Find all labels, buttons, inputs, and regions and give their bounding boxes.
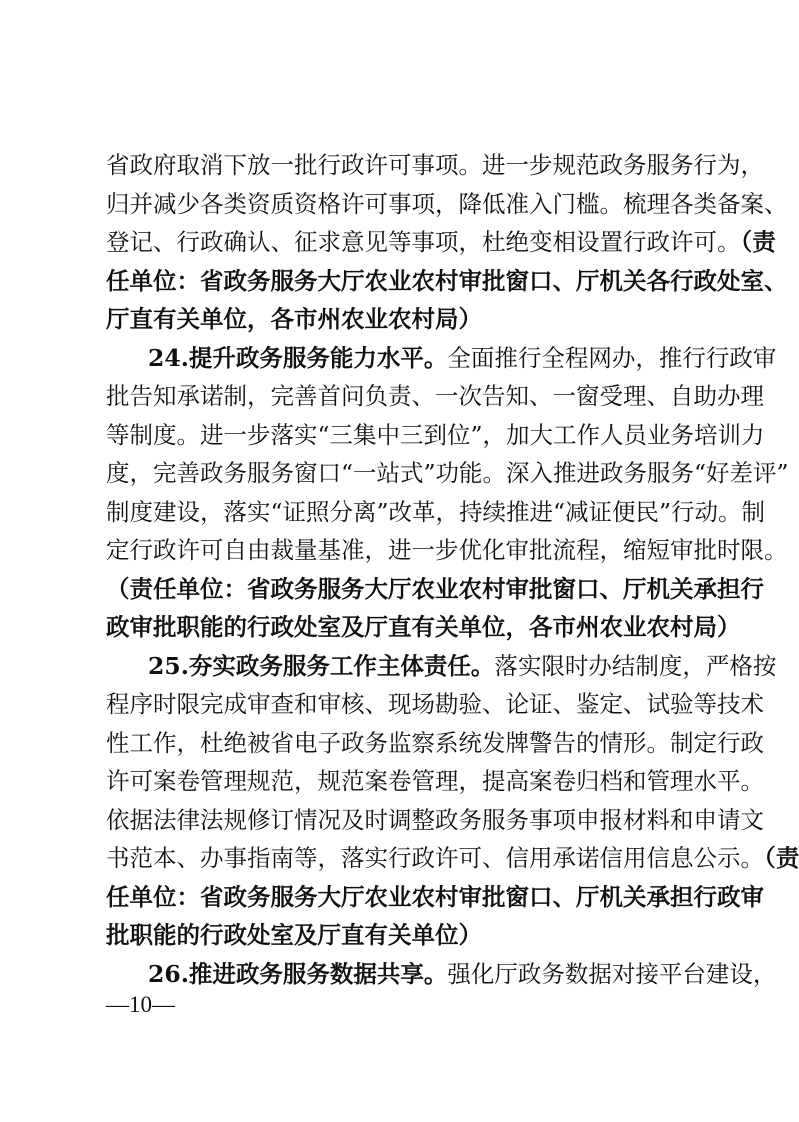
text-line: [106, 185, 788, 224]
text-line: [106, 570, 764, 609]
bold-text: （责: [764, 844, 799, 872]
bold-text: 任单位：省政务服务大厅农业农村审批窗口、厅机关承担行政审: [106, 882, 764, 911]
text-line: [106, 339, 777, 378]
text-line: [106, 916, 700, 955]
body-text: 强化厅政务数据对接平台建设，: [447, 959, 777, 988]
document-body: [106, 146, 799, 993]
text-line: [106, 531, 788, 570]
text-line: [106, 839, 799, 878]
bold-text: 厅直有关单位，各市州农业农村局）: [106, 305, 482, 333]
bold-text: 25.夯实政务服务工作主体责任。: [148, 651, 495, 680]
text-line: [106, 493, 766, 532]
text-line: [106, 762, 764, 801]
text-line: [106, 608, 741, 647]
paragraph: [106, 146, 788, 339]
bold-text: 批职能的行政处室及厅直有关单位）: [106, 921, 482, 949]
paragraph: [106, 955, 777, 994]
bold-text: （责任单位：省政务服务大厅农业农村审批窗口、厅机关承担行: [106, 574, 764, 603]
body-text: 落实限时办结制度，严格按: [494, 651, 777, 680]
text-line: [106, 416, 765, 455]
body-text: 定行政许可自由裁量基准，进一步优化审批流程，缩短审批时限。: [106, 536, 788, 564]
body-text: 程序时限完成审查和审核、现场勘验、论证、鉴定、试验等技术: [106, 690, 764, 718]
bold-text: 24.提升政务服务能力水平。: [148, 343, 448, 372]
text-line: [106, 685, 764, 724]
text-line: [106, 146, 764, 185]
body-text: 全面推行全程网办，推行行政审: [447, 343, 777, 372]
text-line: [106, 801, 764, 840]
bold-text: （责: [740, 228, 776, 256]
body-text: 归并减少各类资质资格许可事项，降低准入门槛。梳理各类备案、: [106, 189, 788, 218]
text-line: [106, 647, 777, 686]
page-number: —10—: [106, 992, 175, 1017]
body-text: 制度建设，落实“证照分离”改革，持续推进“减证便民”行动。制: [106, 497, 766, 526]
body-text: 书范本、办事指南等，落实行政许可、信用承诺信用信息公示。: [106, 844, 764, 872]
text-line: [106, 454, 789, 493]
text-line: [106, 300, 700, 339]
paragraph: [106, 339, 789, 647]
body-text: 省政府取消下放一批行政许可事项。进一步规范政务服务行为，: [106, 151, 764, 179]
body-text: 依据法律法规修订情况及时调整政务服务事项申报材料和申请文: [106, 805, 764, 834]
text-line: [106, 955, 777, 994]
body-text: 登记、行政确认、征求意见等事项，杜绝变相设置行政许可。: [106, 228, 741, 256]
body-text: 等制度。进一步落实“三集中三到位”，加大工作人员业务培训力: [106, 420, 765, 449]
bold-text: 26.推进政务服务数据共享。: [148, 959, 448, 988]
body-text: 批告知承诺制，完善首问负责、一次告知、一窗受理、自助办理: [106, 382, 764, 410]
body-text: 度，完善政务服务窗口“一站式”功能。深入推进政务服务“好差评”: [106, 459, 789, 487]
body-text: 许可案卷管理规范，规范案卷管理，提高案卷归档和管理水平。: [106, 767, 764, 795]
text-line: [106, 223, 776, 262]
text-line: [106, 724, 764, 763]
body-text: 性工作，杜绝被省电子政务监察系统发牌警告的情形。制定行政: [106, 728, 764, 757]
text-line: [106, 878, 764, 917]
text-line: [106, 262, 788, 301]
text-line: [106, 377, 764, 416]
bold-text: 政审批职能的行政处室及厅直有关单位，各市州农业农村局）: [106, 613, 741, 641]
bold-text: 任单位：省政务服务大厅农业农村审批窗口、厅机关各行政处室、: [106, 266, 788, 295]
paragraph: [106, 647, 799, 955]
